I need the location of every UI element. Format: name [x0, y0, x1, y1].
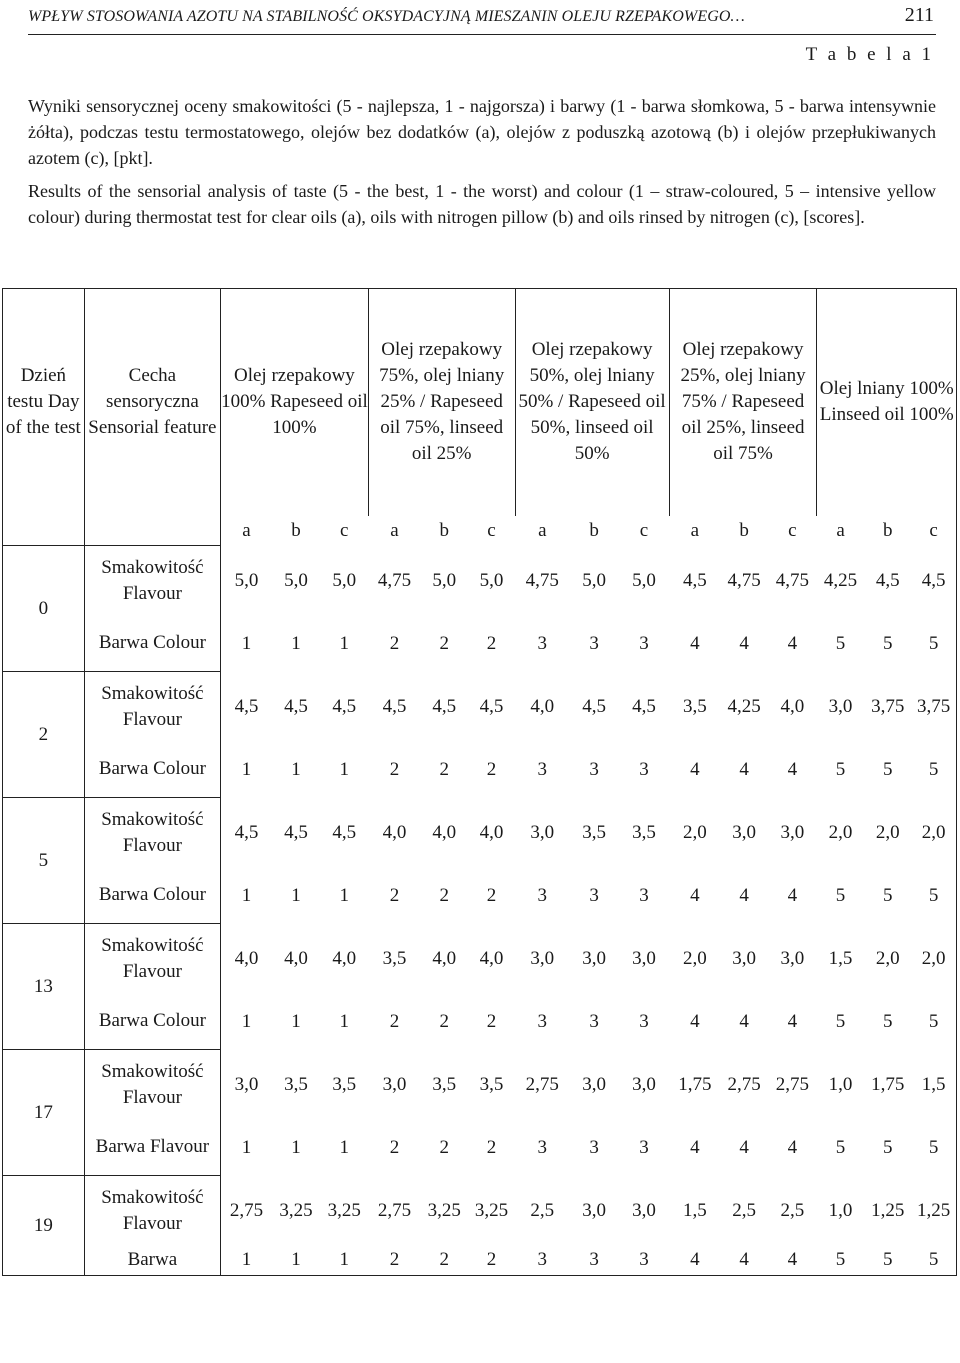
feature-flavour-cell: Smakowitość Flavour — [84, 1050, 220, 1120]
colour-value-cell: 4 — [690, 758, 700, 780]
flavour-value-cell: 4,0 — [432, 947, 457, 969]
flavour-value-cell: 2,0 — [911, 798, 956, 868]
flavour-value-cell: 4,0 — [530, 695, 555, 717]
flavour-value-cell: 4,25 — [727, 695, 761, 717]
colour-value-cell: 2 — [439, 632, 450, 654]
table-row-flavour — [3, 546, 957, 616]
flavour-value-cell: 4,0 — [479, 821, 504, 843]
colour-value-cell: 2 — [486, 1136, 497, 1158]
flavour-value-cell: 3,0 — [530, 821, 555, 843]
day-cell: 0 — [3, 546, 85, 672]
colour-value-cell: 5 — [911, 1120, 956, 1176]
table-body — [3, 289, 957, 1276]
table-row-colour — [3, 994, 957, 1050]
colour-value-cell: 1 — [291, 758, 301, 780]
colour-value-cell: 5 — [911, 616, 956, 672]
flavour-value-cell: 4,0 — [284, 947, 308, 969]
flavour-value-cell: 5,0 — [432, 569, 457, 591]
colour-value-cell: 1 — [339, 758, 349, 780]
colour-value-cell: 3 — [589, 1010, 599, 1032]
flavour-value-cell: 5,0 — [221, 546, 272, 616]
flavour-value-cell: 4,5 — [432, 695, 457, 717]
flavour-value-cell: 3,0 — [221, 1050, 272, 1120]
colour-value-cell: 4 — [739, 1136, 749, 1158]
flavour-value-cell: 3,25 — [327, 1199, 361, 1221]
running-head — [28, 4, 936, 35]
colour-value-cell: 3 — [639, 1010, 649, 1032]
flavour-value-cell: 3,0 — [780, 821, 805, 843]
flavour-value-cell: 3,0 — [582, 947, 607, 969]
flavour-value-cell: 3,0 — [732, 821, 756, 843]
subheader-letter: a — [221, 516, 272, 546]
colour-value-cell: 1 — [291, 1010, 301, 1032]
colour-value-cell: 2 — [421, 1246, 468, 1276]
colour-value-cell: 2 — [389, 884, 400, 906]
colour-value-cell: 4 — [690, 884, 700, 906]
colour-value-cell: 1 — [272, 1246, 320, 1276]
flavour-value-cell: 4,5 — [875, 569, 900, 591]
colour-value-cell: 4 — [787, 632, 798, 654]
colour-value-cell: 4 — [739, 884, 749, 906]
flavour-value-cell: 4,0 — [479, 947, 504, 969]
subheader-letter: c — [911, 516, 956, 546]
flavour-value-cell: 3,5 — [682, 695, 707, 717]
flavour-value-cell: 2,0 — [875, 821, 900, 843]
table-row-flavour — [3, 1176, 957, 1246]
colour-value-cell: 1 — [339, 1010, 349, 1032]
colour-value-cell: 5 — [835, 1010, 846, 1032]
colour-value-cell: 2 — [389, 758, 400, 780]
table-row-flavour — [3, 672, 957, 742]
flavour-value-cell: 2,75 — [377, 1199, 412, 1221]
feature-flavour-cell: Smakowitość Flavour — [84, 924, 220, 994]
flavour-value-cell: 5,0 — [284, 569, 308, 591]
colour-value-cell: 3 — [537, 1010, 548, 1032]
flavour-value-cell: 3,0 — [632, 1199, 656, 1221]
colour-value-cell: 4 — [721, 1246, 768, 1276]
colour-value-cell: 2 — [486, 1010, 497, 1032]
subheader-letter: c — [487, 519, 496, 541]
feature-column-spacer — [84, 516, 220, 546]
colour-value-cell: 1 — [221, 1120, 272, 1176]
colour-value-cell: 2 — [439, 884, 450, 906]
table-row-colour — [3, 616, 957, 672]
colour-value-cell: 1 — [221, 742, 272, 798]
flavour-value-cell: 3,75 — [911, 672, 956, 742]
colour-value-cell: 2 — [468, 1246, 515, 1276]
flavour-value-cell: 3,5 — [432, 1073, 457, 1095]
flavour-value-cell: 2,75 — [775, 1073, 809, 1095]
feature-flavour-cell: Smakowitość Flavour — [84, 546, 220, 616]
colour-value-cell: 4 — [690, 1010, 700, 1032]
flavour-value-cell: 3,75 — [871, 695, 905, 717]
flavour-value-cell: 2,0 — [828, 821, 853, 843]
header-oil-blend-25-75: Olej rzepakowy 25%, olej lniany 75% / Rapeseed oil 25%, linseed oil 75% — [669, 289, 817, 516]
caption-english: Results of the sensorial analysis of taste (5 - the best, 1 - the worst) and colour (1 – straw-coloured, 5 – intensive yellow colour) during thermostat test for clear oils (a), oils with nitrogen pillow (b) and oils rinsed by nitrogen (c), [scores]. — [28, 181, 936, 227]
day-cell: 19 — [3, 1176, 85, 1276]
colour-value-cell: 2 — [439, 1136, 450, 1158]
flavour-value-cell: 4,5 — [332, 821, 357, 843]
running-title: WPŁYW STOSOWANIA AZOTU NA STABILNOŚĆ OKSYDACYJNĄ MIESZANIN OLEJU RZEPAKOWEGO… — [28, 8, 745, 25]
flavour-value-cell: 2,0 — [875, 947, 900, 969]
header-oil-blend-75-25: Olej rzepakowy 75%, olej lniany 25% / Rapeseed oil 75%, linseed oil 25% — [368, 289, 515, 516]
flavour-value-cell: 1,5 — [911, 1050, 956, 1120]
day-cell: 5 — [3, 798, 85, 924]
flavour-value-cell: 3,0 — [530, 947, 555, 969]
flavour-value-cell: 3,5 — [332, 1073, 357, 1095]
colour-value-cell: 5 — [835, 758, 846, 780]
subheader-letter: a — [690, 519, 700, 541]
colour-value-cell: 3 — [639, 758, 649, 780]
flavour-value-cell: 5,0 — [582, 569, 607, 591]
flavour-value-cell: 5,0 — [332, 569, 357, 591]
subheader-letter: a — [390, 519, 399, 541]
colour-value-cell: 4 — [669, 1246, 720, 1276]
flavour-value-cell: 2,0 — [682, 821, 707, 843]
colour-value-cell: 3 — [570, 1246, 619, 1276]
colour-value-cell: 3 — [589, 884, 599, 906]
flavour-value-cell: 3,5 — [382, 947, 407, 969]
colour-value-cell: 4 — [787, 1010, 798, 1032]
flavour-value-cell: 1,0 — [828, 1073, 853, 1095]
header-oil-rapeseed-100: Olej rzepakowy 100% Rapeseed oil 100% — [221, 289, 369, 516]
flavour-value-cell: 4,75 — [727, 569, 761, 591]
table-row-colour — [3, 742, 957, 798]
flavour-value-cell: 1,0 — [828, 1199, 853, 1221]
flavour-value-cell: 4,5 — [284, 695, 308, 717]
header-day: Dzień testu Day of the test — [3, 289, 85, 516]
colour-value-cell: 1 — [291, 632, 301, 654]
colour-value-cell: 1 — [291, 1136, 301, 1158]
flavour-value-cell: 4,0 — [780, 695, 805, 717]
colour-value-cell: 2 — [389, 1136, 400, 1158]
day-cell: 17 — [3, 1050, 85, 1176]
flavour-value-cell: 1,5 — [682, 1199, 707, 1221]
flavour-value-cell: 2,75 — [525, 1073, 559, 1095]
flavour-value-cell: 3,5 — [632, 821, 656, 843]
flavour-value-cell: 5,0 — [632, 569, 656, 591]
feature-colour-cell: Barwa Colour — [84, 994, 220, 1050]
flavour-value-cell: 3,25 — [474, 1199, 509, 1221]
colour-value-cell: 3 — [639, 632, 649, 654]
flavour-value-cell: 4,5 — [632, 695, 656, 717]
subheader-letter: c — [788, 519, 797, 541]
colour-value-cell: 3 — [537, 632, 548, 654]
flavour-value-cell: 2,5 — [780, 1199, 805, 1221]
colour-value-cell: 4 — [690, 1136, 700, 1158]
flavour-value-cell: 1,75 — [871, 1073, 905, 1095]
feature-colour-cell: Barwa Colour — [84, 868, 220, 924]
flavour-value-cell: 3,25 — [279, 1199, 313, 1221]
day-column-spacer — [3, 516, 85, 546]
colour-value-cell: 5 — [882, 884, 893, 906]
flavour-value-cell: 3,5 — [479, 1073, 504, 1095]
colour-value-cell: 1 — [221, 1246, 272, 1276]
flavour-value-cell: 4,5 — [284, 821, 308, 843]
colour-value-cell: 1 — [339, 1136, 349, 1158]
colour-value-cell: 1 — [221, 868, 272, 924]
day-cell: 13 — [3, 924, 85, 1050]
table-row-flavour — [3, 1050, 957, 1120]
colour-value-cell: 2 — [368, 1246, 420, 1276]
table-row-flavour — [3, 924, 957, 994]
colour-value-cell: 5 — [911, 994, 956, 1050]
colour-value-cell: 2 — [486, 632, 497, 654]
feature-colour-cell: Barwa — [84, 1246, 220, 1276]
table-row-flavour — [3, 798, 957, 868]
flavour-value-cell: 2,5 — [530, 1199, 555, 1221]
results-table — [2, 288, 957, 1276]
day-cell: 2 — [3, 672, 85, 798]
flavour-value-cell: 3,25 — [427, 1199, 461, 1221]
flavour-value-cell: 4,5 — [221, 798, 272, 868]
flavour-value-cell: 4,75 — [525, 569, 559, 591]
feature-colour-cell: Barwa Flavour — [84, 1120, 220, 1176]
colour-value-cell: 2 — [486, 758, 497, 780]
colour-value-cell: 5 — [835, 884, 846, 906]
colour-value-cell: 4 — [787, 884, 798, 906]
flavour-value-cell: 4,5 — [382, 695, 407, 717]
feature-flavour-cell: Smakowitość Flavour — [84, 798, 220, 868]
colour-value-cell: 3 — [537, 884, 548, 906]
colour-value-cell: 5 — [882, 1010, 893, 1032]
subheader-letter: c — [639, 519, 649, 541]
flavour-value-cell: 3,0 — [632, 947, 656, 969]
colour-value-cell: 2 — [389, 632, 400, 654]
flavour-value-cell: 1,5 — [828, 947, 853, 969]
flavour-value-cell: 3,0 — [732, 947, 756, 969]
colour-value-cell: 3 — [515, 1246, 570, 1276]
colour-value-cell: 4 — [739, 758, 749, 780]
flavour-value-cell: 4,5 — [911, 546, 956, 616]
colour-value-cell: 1 — [221, 616, 272, 672]
colour-value-cell: 2 — [439, 1010, 450, 1032]
colour-value-cell: 3 — [619, 1246, 669, 1276]
header-feature: Cecha sensoryczna Sensorial feature — [84, 289, 220, 516]
colour-value-cell: 2 — [486, 884, 497, 906]
feature-colour-cell: Barwa Colour — [84, 742, 220, 798]
flavour-value-cell: 3,0 — [632, 1073, 656, 1095]
flavour-value-cell: 4,5 — [582, 695, 607, 717]
colour-value-cell: 5 — [864, 1246, 911, 1276]
table-row-colour — [3, 1120, 957, 1176]
flavour-value-cell: 1,25 — [911, 1176, 956, 1246]
colour-value-cell: 3 — [537, 1136, 548, 1158]
colour-value-cell: 3 — [589, 758, 599, 780]
colour-value-cell: 1 — [291, 884, 301, 906]
flavour-value-cell: 3,0 — [828, 695, 853, 717]
colour-value-cell: 5 — [882, 758, 893, 780]
table-row-colour — [3, 1246, 957, 1276]
colour-value-cell: 4 — [739, 632, 749, 654]
colour-value-cell: 2 — [439, 758, 450, 780]
colour-value-cell: 3 — [639, 884, 649, 906]
colour-value-cell: 3 — [589, 632, 599, 654]
colour-value-cell: 4 — [768, 1246, 817, 1276]
subheader-letter: b — [589, 519, 599, 541]
flavour-value-cell: 2,0 — [682, 947, 707, 969]
caption-polish: Wyniki sensorycznej oceny smakowitości (5 - najlepsza, 1 - najgorsza) i barwy (1 - barwa słomkowa, 5 - barwa intensywnie żółta), podczas testu termostatowego, olejów bez dodatków (a), olejów z poduszką azotową (b) i olejów przepłukiwanych azotem (c), [pkt]. — [28, 96, 936, 168]
colour-value-cell: 5 — [835, 632, 846, 654]
header-row — [3, 289, 957, 516]
colour-value-cell: 5 — [835, 1136, 846, 1158]
flavour-value-cell: 4,5 — [479, 695, 504, 717]
colour-value-cell: 4 — [787, 1136, 798, 1158]
flavour-value-cell: 4,5 — [682, 569, 707, 591]
colour-value-cell: 1 — [339, 884, 349, 906]
flavour-value-cell: 3,0 — [582, 1073, 607, 1095]
flavour-value-cell: 4,5 — [221, 672, 272, 742]
feature-colour-cell: Barwa Colour — [84, 616, 220, 672]
flavour-value-cell: 4,75 — [377, 569, 412, 591]
table-row-colour — [3, 868, 957, 924]
colour-value-cell: 3 — [589, 1136, 599, 1158]
flavour-value-cell: 1,25 — [871, 1199, 905, 1221]
flavour-value-cell: 4,0 — [432, 821, 457, 843]
subheader-letter: b — [882, 519, 893, 541]
flavour-value-cell: 3,0 — [382, 1073, 407, 1095]
flavour-value-cell: 3,5 — [582, 821, 607, 843]
subheader-letter: b — [439, 519, 450, 541]
flavour-value-cell: 2,0 — [911, 924, 956, 994]
flavour-value-cell: 2,5 — [732, 1199, 756, 1221]
subheader-letter: a — [836, 519, 845, 541]
page-number: 211 — [904, 4, 934, 26]
subheader-letter: b — [739, 519, 749, 541]
table-label: T a b e l a 1 — [805, 44, 934, 65]
colour-value-cell: 2 — [389, 1010, 400, 1032]
header-oil-linseed-100: Olej lniany 100% Linseed oil 100% — [817, 289, 957, 516]
flavour-value-cell: 4,0 — [382, 821, 407, 843]
colour-value-cell: 5 — [817, 1246, 864, 1276]
colour-value-cell: 5 — [882, 632, 893, 654]
flavour-value-cell: 1,75 — [678, 1073, 712, 1095]
subheader-row — [3, 516, 957, 546]
feature-flavour-cell: Smakowitość Flavour — [84, 1176, 220, 1246]
colour-value-cell: 4 — [739, 1010, 749, 1032]
subheader-letter: a — [538, 519, 547, 541]
colour-value-cell: 1 — [221, 994, 272, 1050]
colour-value-cell: 3 — [537, 758, 548, 780]
flavour-value-cell: 3,0 — [582, 1199, 607, 1221]
colour-value-cell: 5 — [911, 742, 956, 798]
flavour-value-cell: 4,0 — [221, 924, 272, 994]
subheader-letter: c — [339, 519, 349, 541]
flavour-value-cell: 2,75 — [221, 1176, 272, 1246]
colour-value-cell: 5 — [882, 1136, 893, 1158]
flavour-value-cell: 3,0 — [780, 947, 805, 969]
colour-value-cell: 3 — [639, 1136, 649, 1158]
colour-value-cell: 4 — [690, 632, 700, 654]
flavour-value-cell: 4,25 — [823, 569, 858, 591]
subheader-letter: b — [291, 519, 301, 541]
colour-value-cell: 5 — [911, 868, 956, 924]
flavour-value-cell: 2,75 — [727, 1073, 761, 1095]
colour-value-cell: 5 — [911, 1246, 956, 1276]
flavour-value-cell: 4,5 — [332, 695, 357, 717]
flavour-value-cell: 4,0 — [332, 947, 357, 969]
flavour-value-cell: 5,0 — [479, 569, 504, 591]
colour-value-cell: 1 — [320, 1246, 368, 1276]
colour-value-cell: 1 — [339, 632, 349, 654]
flavour-value-cell: 3,5 — [284, 1073, 308, 1095]
header-oil-blend-50-50: Olej rzepakowy 50%, olej lniany 50% / Rapeseed oil 50%, linseed oil 50% — [515, 289, 669, 516]
colour-value-cell: 4 — [787, 758, 798, 780]
flavour-value-cell: 4,75 — [775, 569, 809, 591]
feature-flavour-cell: Smakowitość Flavour — [84, 672, 220, 742]
